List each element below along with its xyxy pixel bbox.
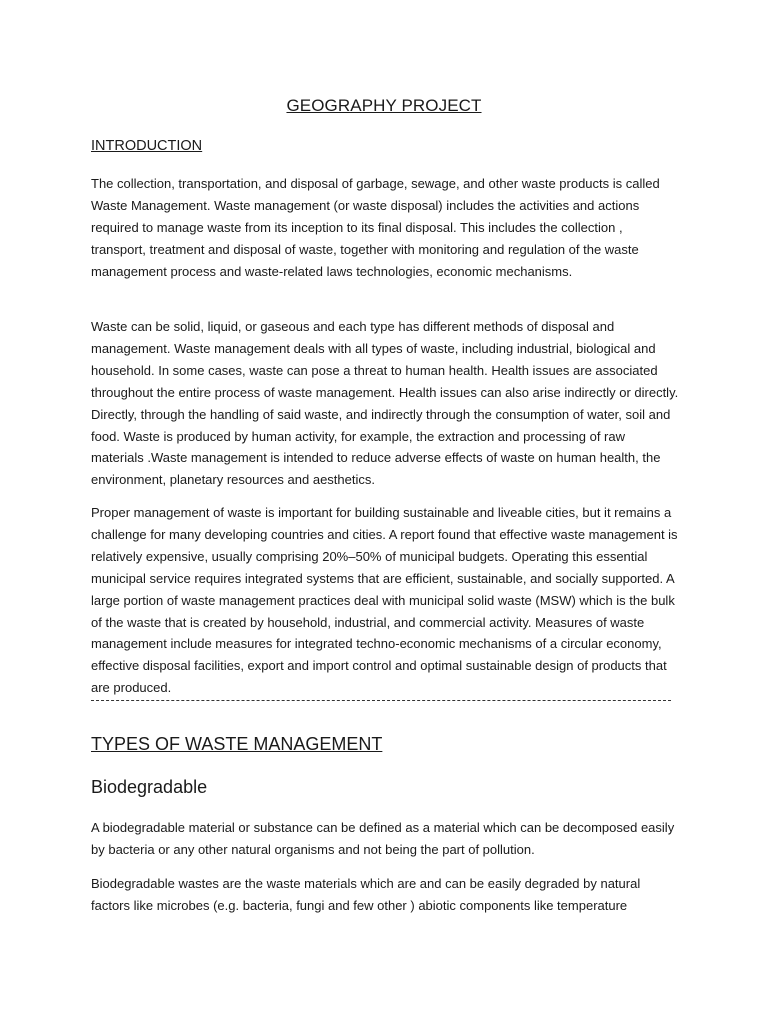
dashed-divider xyxy=(91,700,671,701)
biodegradable-paragraph-1: A biodegradable material or substance can be defined as a material which can be decomposed easily by bacteria or any other natural organisms and not being the part of pollution. xyxy=(91,820,675,857)
subsection-heading: Biodegradable xyxy=(91,777,208,797)
intro-paragraph-3: Proper management of waste is important for building sustainable and liveable cities, but it remains a challenge for many developing countries and cities. A report found that effective waste management is relatively expensive, usually comprising 20%–50% of municipal budgets. Operating this essential municipal service requires integrated systems that are efficient, sustainable, and socially supported. A large portion of waste management practices deal with municipal solid waste (MSW) which is the bulk of the waste that is created by household, industrial, and commercial activity. Measures of waste management include measures for integrated techno-economic mechanisms of a circular economy, effective disposal facilities, export and import control and optimal sustainable design of products that are produced. xyxy=(91,505,678,696)
intro-paragraph-2: Waste can be solid, liquid, or gaseous and each type has different methods of disposal and management. Waste management deals with all types of waste, including industrial, biological and household. In some cases, waste can pose a threat to human health. Health issues are associated throughout the entire process of waste management. Health issues can also arise indirectly or directly. Directly, through the handling of said waste, and indirectly through the consumption of water, soil and food. Waste is produced by human activity, for example, the extraction and processing of raw materials .Waste management is intended to reduce adverse effects of waste on human health, the environment, planetary resources and aesthetics. xyxy=(91,319,679,488)
intro-paragraph-1: The collection, transportation, and disposal of garbage, sewage, and other waste products is called Waste Management. Waste management (or waste disposal) includes the activities and actions required to manage waste from its inception to its final disposal. This includes the collection , transport, treatment and disposal of waste, together with monitoring and regulation of the waste management process and waste-related laws technologies, economic mechanisms. xyxy=(91,176,660,279)
biodegradable-paragraph-2: Biodegradable wastes are the waste materials which are and can be easily degraded by natural factors like microbes (e.g. bacteria, fungi and few other ) abiotic components like temperature xyxy=(91,876,641,913)
introduction-heading: INTRODUCTION xyxy=(91,138,203,154)
section-heading: TYPES OF WASTE MANAGEMENT xyxy=(91,734,383,754)
page-title: GEOGRAPHY PROJECT xyxy=(286,96,482,115)
